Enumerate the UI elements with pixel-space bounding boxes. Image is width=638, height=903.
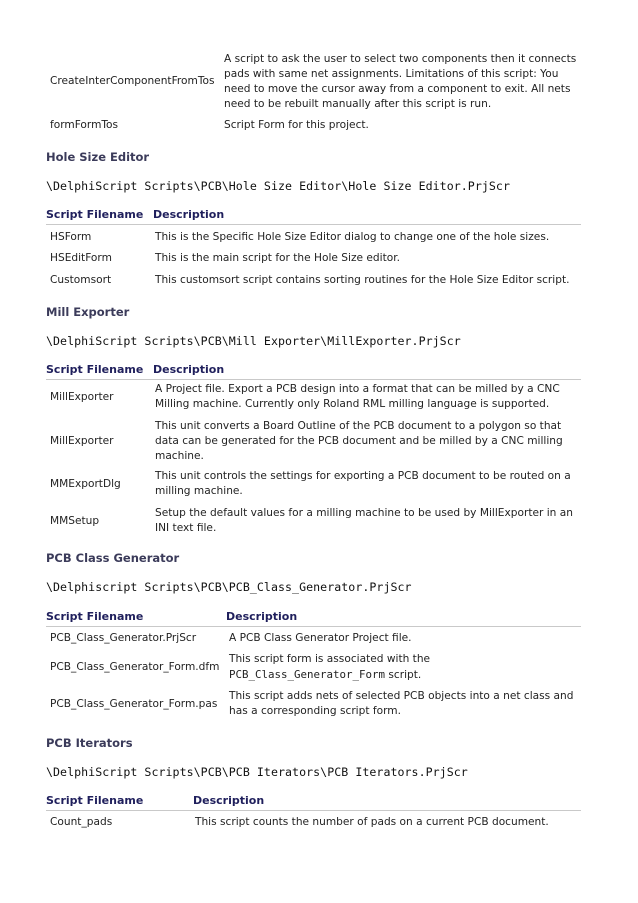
description-text: script. [385, 669, 422, 681]
table-cell-filename: PCB_Class_Generator_Form.dfm [50, 661, 220, 673]
header-divider [46, 626, 581, 627]
project-path: \DelphiScript Scripts\PCB\PCB Iterators\PCB Iterators.PrjScr [46, 765, 468, 779]
section-heading-mill-exporter: Mill Exporter [46, 305, 130, 319]
column-header-filename: Script Filename [46, 610, 144, 623]
column-header-filename: Script Filename [46, 794, 144, 807]
description-text: This script form is associated with the [229, 653, 431, 665]
table-cell-description: This is the main script for the Hole Size editor. [155, 252, 400, 264]
table-cell-filename: Customsort [50, 274, 112, 286]
table-cell-description: This unit converts a Board Outline of the PCB document to a polygon so that data can be generated for the PCB document and be milled by a CNC milling machine. [155, 420, 563, 462]
table-cell-filename: MillExporter [50, 391, 114, 403]
table-cell-filename: MMExportDlg [50, 478, 121, 490]
column-header-description: Description [226, 610, 298, 623]
project-path: \DelphiScript Scripts\PCB\Mill Exporter\MillExporter.PrjScr [46, 334, 461, 348]
header-divider [46, 224, 581, 225]
table-cell-filename: CreateInterComponentFromTos [50, 75, 215, 87]
header-divider [46, 379, 581, 380]
section-heading-pcb-iterators: PCB Iterators [46, 736, 133, 750]
column-header-description: Description [153, 363, 225, 376]
table-cell-description [229, 652, 584, 683]
table-cell-description: A PCB Class Generator Project file. [229, 632, 412, 644]
code-reference: PCB_Class_Generator_Form [229, 668, 386, 681]
table-cell-description: This script adds nets of selected PCB objects into a net class and has a corresponding script form. [229, 690, 574, 717]
column-header-filename: Script Filename [46, 363, 144, 376]
table-cell-filename: Count_pads [50, 816, 113, 828]
project-path: \DelphiScript Scripts\PCB\Hole Size Editor\Hole Size Editor.PrjScr [46, 179, 510, 193]
section-heading-hole-size-editor: Hole Size Editor [46, 150, 150, 164]
table-cell-description: A script to ask the user to select two components then it connects pads with same net assignments. Limitations of this script: You need to move the cursor away from a component to exit. All nets need to be rebuilt manually after this script is run. [224, 53, 577, 110]
table-cell-description: This script counts the number of pads on a current PCB document. [195, 816, 549, 828]
section-heading-pcb-class-generator: PCB Class Generator [46, 551, 180, 565]
table-cell-description: Script Form for this project. [224, 119, 369, 131]
table-cell-description: A Project file. Export a PCB design into a format that can be milled by a CNC Milling machine. Currently only Roland RML milling language is supported. [155, 383, 560, 410]
table-cell-filename: MillExporter [50, 435, 114, 447]
table-cell-filename: MMSetup [50, 515, 100, 527]
table-cell-filename: PCB_Class_Generator_Form.pas [50, 698, 218, 710]
project-path: \Delphiscript Scripts\PCB\PCB_Class_Generator.PrjScr [46, 580, 412, 594]
column-header-filename: Script Filename [46, 208, 144, 221]
table-cell-filename: HSForm [50, 231, 92, 243]
table-cell-filename: HSEditForm [50, 252, 112, 264]
table-cell-description: This unit controls the settings for exporting a PCB document to be routed on a milling machine. [155, 470, 571, 497]
table-cell-filename: formFormTos [50, 119, 119, 131]
column-header-description: Description [153, 208, 225, 221]
column-header-description: Description [193, 794, 265, 807]
table-cell-description: This customsort script contains sorting routines for the Hole Size Editor script. [155, 274, 570, 286]
table-cell-description: This is the Specific Hole Size Editor dialog to change one of the hole sizes. [155, 231, 550, 243]
table-cell-filename: PCB_Class_Generator.PrjScr [50, 632, 197, 644]
header-divider [46, 810, 581, 811]
table-cell-description: Setup the default values for a milling machine to be used by MillExporter in an INI text file. [155, 507, 573, 534]
